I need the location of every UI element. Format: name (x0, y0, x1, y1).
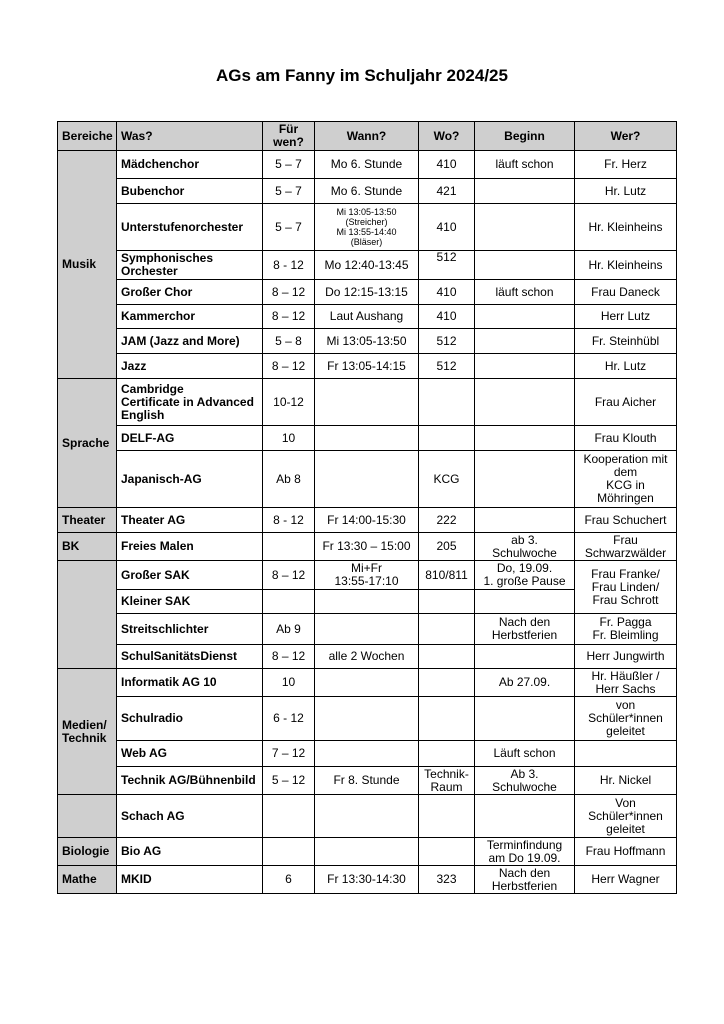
row-wer (575, 669, 677, 697)
beginn-line: Schulwoche (492, 779, 557, 794)
row-was: Schach AG (117, 795, 263, 838)
category-sprache: Sprache (58, 379, 117, 508)
was-line: Symphonisches (121, 251, 214, 265)
table-row (58, 354, 677, 379)
row-fuer: 6 - 12 (263, 697, 315, 741)
wer-line: Von (615, 795, 636, 810)
wann-line: 13:55-17:10 (334, 574, 399, 588)
table-row (58, 251, 677, 280)
row-was: Unterstufenorchester (117, 204, 263, 251)
row-beginn (475, 590, 575, 614)
was-line: English (121, 407, 165, 422)
wer-line: Schwarzwälder (584, 545, 667, 560)
row-wo (419, 697, 475, 741)
row-wer (575, 533, 677, 561)
row-beginn (475, 379, 575, 426)
row-fuer: Ab 9 (263, 614, 315, 645)
header-was: Was? (117, 122, 263, 151)
row-beginn (475, 508, 575, 533)
ag-table (57, 121, 677, 894)
category-musik: Musik (58, 151, 117, 379)
row-beginn (475, 451, 575, 508)
row-fuer: 7 – 12 (263, 741, 315, 767)
wo-line: Technik- (424, 766, 469, 781)
category-empty (58, 795, 117, 838)
row-wer (575, 697, 677, 741)
row-beginn: Ab 27.09. (475, 669, 575, 697)
table-row (58, 838, 677, 866)
header-fuer-line1: Für (278, 122, 299, 136)
row-wann (315, 561, 419, 590)
beginn-line: ab 3. (511, 532, 538, 547)
beginn-line: am Do 19.09. (488, 850, 561, 865)
row-wer: Herr Lutz (575, 305, 677, 329)
table-row (58, 741, 677, 767)
row-wer: Hr. Lutz (575, 354, 677, 379)
row-fuer (263, 795, 315, 838)
wer-line: Möhringen (597, 491, 654, 505)
wer-line: Frau Linden/ (591, 579, 660, 594)
row-wann: Mo 6. Stunde (315, 151, 419, 179)
row-was: Freies Malen (117, 533, 263, 561)
wer-line: KCG in (606, 478, 645, 492)
row-wo (419, 614, 475, 645)
beginn-line: 1. große Pause (483, 574, 566, 588)
row-wer: Frau Daneck (575, 280, 677, 305)
row-wer (575, 561, 677, 614)
row-fuer (263, 533, 315, 561)
row-beginn (475, 354, 575, 379)
row-was: Großer SAK (117, 561, 263, 590)
table-row (58, 795, 677, 838)
wer-line: Frau Schrott (592, 592, 659, 607)
table-row (58, 533, 677, 561)
row-wann: alle 2 Wochen (315, 645, 419, 669)
category-bk: BK (58, 533, 117, 561)
row-wann (315, 838, 419, 866)
row-wo: 810/811 (419, 561, 475, 590)
row-beginn (475, 645, 575, 669)
row-wann (315, 669, 419, 697)
row-wann (315, 426, 419, 451)
category-theater: Theater (58, 508, 117, 533)
wer-line: Fr. Pagga (599, 615, 652, 629)
row-was: MKID (117, 866, 263, 894)
row-fuer: 8 - 12 (263, 508, 315, 533)
wer-line: Frau Franke/ (591, 566, 660, 581)
row-beginn (475, 179, 575, 204)
row-wo: 410 (419, 151, 475, 179)
row-wann: Fr 8. Stunde (315, 767, 419, 795)
row-wer (575, 614, 677, 645)
row-wer (575, 795, 677, 838)
category-line: Medien/ (62, 717, 107, 732)
row-fuer: 8 – 12 (263, 354, 315, 379)
beginn-line: Do, 19.09. (496, 561, 553, 575)
row-wer: Herr Wagner (575, 866, 677, 894)
category-empty (58, 561, 117, 669)
row-wo: 512 (419, 354, 475, 379)
beginn-line: Nach den (498, 615, 551, 629)
row-wann (315, 614, 419, 645)
row-beginn (475, 866, 575, 894)
row-wann: Fr 13:05-14:15 (315, 354, 419, 379)
wann-line: (Streicher) (345, 217, 388, 227)
row-wo: 512 (419, 251, 475, 280)
row-was: Streitschlichter (117, 614, 263, 645)
table-row (58, 767, 677, 795)
page-title: AGs am Fanny im Schuljahr 2024/25 (216, 66, 508, 85)
row-beginn (475, 838, 575, 866)
row-wann (315, 204, 419, 251)
row-wer: Frau Schuchert (575, 508, 677, 533)
beginn-line: Terminfindung (486, 837, 563, 852)
header-fuer-wen (263, 122, 315, 151)
row-was: Kleiner SAK (117, 590, 263, 614)
row-beginn (475, 533, 575, 561)
row-wer: Hr. Kleinheins (575, 251, 677, 280)
row-fuer: 8 – 12 (263, 305, 315, 329)
beginn-line: Schulwoche (492, 545, 557, 560)
table-row (58, 508, 677, 533)
row-was: Bio AG (117, 838, 263, 866)
table-row (58, 280, 677, 305)
row-fuer: 8 - 12 (263, 251, 315, 280)
row-fuer: 8 – 12 (263, 645, 315, 669)
row-wann: Fr 13:30 – 15:00 (315, 533, 419, 561)
row-wo (419, 795, 475, 838)
wo-line: Raum (430, 779, 463, 794)
table-row (58, 426, 677, 451)
wer-line: geleitet (606, 724, 645, 738)
row-wo (419, 838, 475, 866)
row-beginn (475, 426, 575, 451)
row-was: Japanisch-AG (117, 451, 263, 508)
row-fuer: 5 – 8 (263, 329, 315, 354)
row-was: Kammerchor (117, 305, 263, 329)
row-wann (315, 590, 419, 614)
row-wann (315, 451, 419, 508)
header-bereiche: Bereiche (58, 122, 117, 151)
row-wo (419, 379, 475, 426)
row-was: JAM (Jazz and More) (117, 329, 263, 354)
row-fuer: 6 (263, 866, 315, 894)
header-fuer-line2: wen? (273, 135, 304, 149)
row-fuer: 5 – 12 (263, 767, 315, 795)
wer-line: Herr Sachs (595, 681, 656, 696)
row-wann (315, 741, 419, 767)
table-row (58, 451, 677, 508)
row-beginn: läuft schon (475, 151, 575, 179)
header-wer: Wer? (575, 122, 677, 151)
row-wo (419, 426, 475, 451)
row-fuer (263, 590, 315, 614)
row-fuer: 10 (263, 426, 315, 451)
category-medien-technik (58, 669, 117, 795)
wer-line: Fr. Bleimling (592, 628, 659, 642)
row-beginn (475, 697, 575, 741)
row-was: DELF-AG (117, 426, 263, 451)
wer-line: Kooperation mit (583, 452, 668, 466)
header-beginn: Beginn (475, 122, 575, 151)
table-row (58, 561, 677, 590)
wer-line: Schüler*innen (588, 808, 663, 823)
row-was: SchulSanitätsDienst (117, 645, 263, 669)
wer-line: Schüler*innen (588, 711, 663, 725)
row-wann: Mo 12:40-13:45 (315, 251, 419, 280)
category-line: Technik (62, 730, 107, 745)
row-beginn: Läuft schon (475, 741, 575, 767)
wer-line: geleitet (606, 821, 645, 836)
row-wer: Frau Aicher (575, 379, 677, 426)
row-was (117, 379, 263, 426)
row-fuer: 8 – 12 (263, 561, 315, 590)
row-beginn (475, 251, 575, 280)
row-wann: Fr 13:30-14:30 (315, 866, 419, 894)
table-row (58, 151, 677, 179)
row-wann (315, 795, 419, 838)
row-fuer: 10 (263, 669, 315, 697)
beginn-line: Herbstferien (491, 878, 558, 893)
wann-line: Mi+Fr (351, 561, 382, 575)
row-wo: KCG (419, 451, 475, 508)
row-beginn (475, 329, 575, 354)
row-fuer (263, 838, 315, 866)
row-wer (575, 741, 677, 767)
row-was: Großer Chor (117, 280, 263, 305)
row-was: Technik AG/Bühnenbild (117, 767, 263, 795)
row-was: Theater AG (117, 508, 263, 533)
beginn-line: Ab 3. (510, 766, 539, 781)
wer-line: Hr. Häußler / (591, 668, 660, 683)
row-wo: 222 (419, 508, 475, 533)
row-wo: 410 (419, 305, 475, 329)
row-was: Schulradio (117, 697, 263, 741)
row-was: Jazz (117, 354, 263, 379)
row-wann: Laut Aushang (315, 305, 419, 329)
row-wo: 421 (419, 179, 475, 204)
beginn-line: Herbstferien (491, 628, 558, 642)
row-beginn (475, 767, 575, 795)
row-fuer: 5 – 7 (263, 151, 315, 179)
wann-line: Mi 13:55-14:40 (336, 227, 397, 237)
table-row (58, 697, 677, 741)
row-was (117, 251, 263, 280)
wer-line: dem (613, 465, 638, 479)
table-row (58, 669, 677, 697)
table-row (58, 379, 677, 426)
row-beginn (475, 204, 575, 251)
was-line: Orchester (121, 264, 178, 278)
row-wo (419, 767, 475, 795)
header-wann: Wann? (315, 122, 419, 151)
row-beginn: läuft schon (475, 280, 575, 305)
row-was: Web AG (117, 741, 263, 767)
wer-line: von (615, 698, 636, 712)
category-biologie: Biologie (58, 838, 117, 866)
row-wann (315, 379, 419, 426)
wer-line: Frau (613, 532, 638, 547)
was-line: Certificate in Advanced (121, 394, 254, 409)
row-wann: Mi 13:05-13:50 (315, 329, 419, 354)
was-line: Cambridge (121, 381, 184, 396)
row-fuer: 10-12 (263, 379, 315, 426)
row-wer: Frau Klouth (575, 426, 677, 451)
row-wo: 512 (419, 329, 475, 354)
beginn-line: Nach den (498, 865, 551, 880)
table-row (58, 866, 677, 894)
row-beginn (475, 561, 575, 590)
row-wann: Do 12:15-13:15 (315, 280, 419, 305)
row-wer: Frau Hoffmann (575, 838, 677, 866)
row-wann: Fr 14:00-15:30 (315, 508, 419, 533)
row-wer: Fr. Herz (575, 151, 677, 179)
row-wo: 323 (419, 866, 475, 894)
row-wer: Fr. Steinhübl (575, 329, 677, 354)
row-wer (575, 451, 677, 508)
row-wo (419, 590, 475, 614)
row-wo (419, 741, 475, 767)
row-wer: Herr Jungwirth (575, 645, 677, 669)
row-wann (315, 697, 419, 741)
row-wer: Hr. Nickel (575, 767, 677, 795)
table-row (58, 329, 677, 354)
table-row (58, 204, 677, 251)
row-wo (419, 645, 475, 669)
row-fuer: 5 – 7 (263, 179, 315, 204)
row-wo: 410 (419, 280, 475, 305)
table-row (58, 305, 677, 329)
table-row (58, 614, 677, 645)
row-wann: Mo 6. Stunde (315, 179, 419, 204)
row-wo (419, 669, 475, 697)
row-fuer: 5 – 7 (263, 204, 315, 251)
table-row (58, 645, 677, 669)
row-wo: 410 (419, 204, 475, 251)
row-wer: Hr. Lutz (575, 179, 677, 204)
row-was: Informatik AG 10 (117, 669, 263, 697)
row-wo: 205 (419, 533, 475, 561)
row-beginn (475, 305, 575, 329)
wann-line: (Bläser) (350, 237, 383, 247)
row-wer: Hr. Kleinheins (575, 204, 677, 251)
row-fuer: 8 – 12 (263, 280, 315, 305)
header-row (58, 122, 677, 151)
wann-line: Mi 13:05-13:50 (336, 207, 397, 217)
table-row (58, 179, 677, 204)
category-mathe: Mathe (58, 866, 117, 894)
header-wo: Wo? (419, 122, 475, 151)
row-beginn (475, 614, 575, 645)
row-beginn (475, 795, 575, 838)
row-fuer: Ab 8 (263, 451, 315, 508)
row-was: Bubenchor (117, 179, 263, 204)
row-was: Mädchenchor (117, 151, 263, 179)
